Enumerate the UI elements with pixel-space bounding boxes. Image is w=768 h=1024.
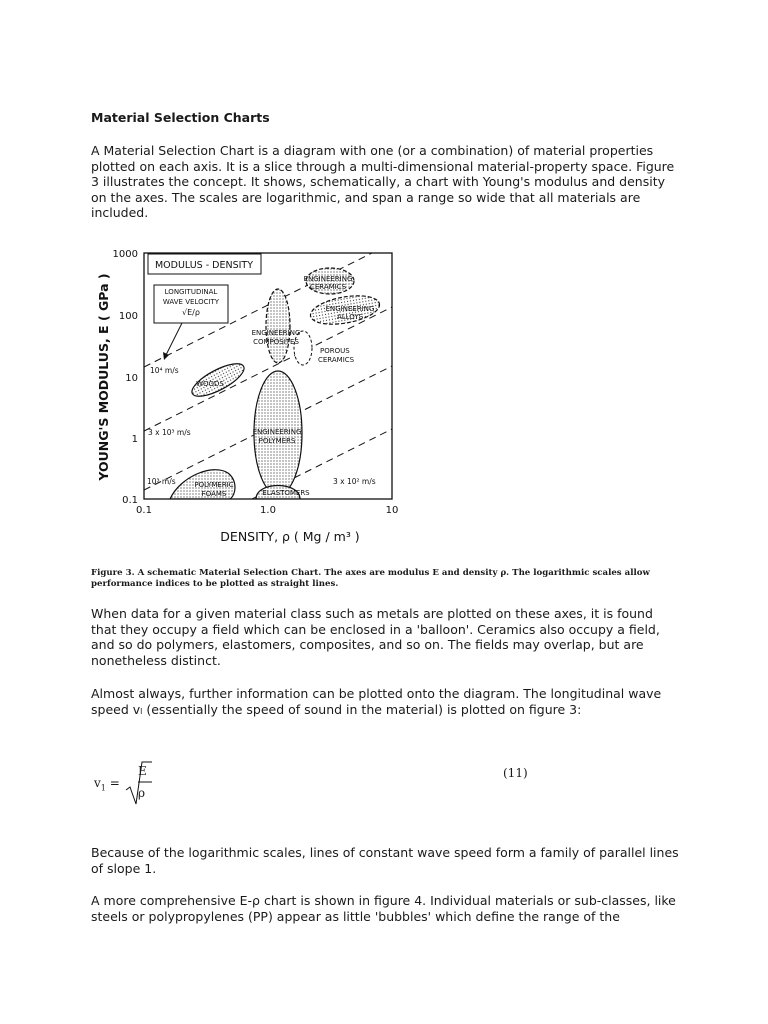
figure-caption: Figure 3. A schematic Material Selection Chart. The axes are modulus E and density ρ. The logarithmic scales allow performance indices to be plotted as straight lines. <box>91 568 650 589</box>
wave-speed-subscript: l <box>140 706 143 716</box>
equation-lhs-symbol: v <box>94 776 101 790</box>
y-tick-label: 1 <box>131 434 138 445</box>
guide-box-line-1: LONGITUDINAL <box>164 288 218 296</box>
label-elastomers: ELASTOMERS <box>262 489 310 497</box>
y-tick-label: 10 <box>125 373 138 384</box>
equation-numerator: E <box>138 764 147 778</box>
y-axis-label: YOUNG'S MODULUS, E ( GPa ) <box>96 273 111 481</box>
y-tick-label: 100 <box>118 311 138 322</box>
label-engineering-polymers-2: POLYMERS <box>258 437 296 445</box>
label-engineering-ceramics-1: ENGINEERING <box>303 275 353 283</box>
engineering-composites-balloon <box>266 289 290 363</box>
section-heading: Material Selection Charts <box>91 110 270 125</box>
wave-speed-label-300: 3 x 10² m/s <box>333 477 376 486</box>
label-engineering-alloys-1: ENGINEERING <box>325 305 375 313</box>
parallel-lines-paragraph: Because of the logarithmic scales, lines of constant wave speed form a family of parallel lines of slope 1. <box>91 845 679 876</box>
label-porous-ceramics-1: POROUS <box>320 347 350 355</box>
label-engineering-alloys-2: ALLOYS <box>336 313 364 321</box>
equation-lhs <box>94 776 120 792</box>
label-engineering-composites-1: ENGINEERING <box>251 329 301 337</box>
guide-arrow <box>166 323 182 355</box>
label-polymeric-foams-1: POLYMERIC <box>194 481 234 489</box>
material-selection-chart <box>90 235 420 555</box>
chart-title: MODULUS - DENSITY <box>154 260 254 271</box>
label-porous-ceramics-2: CERAMICS <box>318 356 355 364</box>
guide-box-line-3: √E/ρ <box>182 308 200 317</box>
y-tick-label: 0.1 <box>122 495 138 506</box>
y-tick-label: 1000 <box>112 249 138 260</box>
label-engineering-ceramics-2: CERAMICS <box>309 283 347 291</box>
equation-denominator: ρ <box>138 786 146 800</box>
wave-speed-text-2: (essentially the speed of sound in the material) is plotted on figure 3: <box>142 701 582 717</box>
wave-speed-label-10000: 10⁴ m/s <box>150 366 179 375</box>
x-axis-label: DENSITY, ρ ( Mg / m³ ) <box>220 529 360 544</box>
x-tick-label: 0.1 <box>136 505 152 516</box>
wave-speed-paragraph <box>91 686 681 719</box>
wave-speed-label-3000: 3 x 10³ m/s <box>148 428 191 437</box>
label-engineering-polymers-1: ENGINEERING <box>252 428 302 436</box>
equation-equals: = <box>109 776 120 790</box>
wave-speed-text-1: Almost always, further information can be plotted onto the diagram. The longitudinal wave speed v <box>91 686 662 717</box>
x-tick-label: 1.0 <box>260 505 276 516</box>
equation-lhs-subscript: 1 <box>100 783 106 793</box>
equation-number: (11) <box>503 766 528 780</box>
guide-box-line-2: WAVE VELOCITY <box>162 298 220 306</box>
label-polymeric-foams-2: FOAMS <box>201 490 227 498</box>
balloon-paragraph: When data for a given material class such as metals are plotted on these axes, it is found that they occupy a field which can be enclosed in a 'balloon'. Ceramics also occupy a field, and so do polymers, elastomers, composites, and so on. The fields may overlap, but are nonetheless distinct. <box>91 606 660 668</box>
intro-paragraph: A Material Selection Chart is a diagram with one (or a combination) of material properties plotted on each axis. It is a slice through a multi-dimensional material-property space. Figure 3 illustrates the concept. It shows, schematically, a chart with Young's modulus and density on the axes. The scales are logarithmic, and span a range so wide that all materials are included. <box>91 143 675 220</box>
label-engineering-composites-2: COMPOSITES <box>253 338 299 346</box>
comprehensive-chart-paragraph: A more comprehensive E-ρ chart is shown in figure 4. Individual materials or sub-classes, like steels or polypropylenes (PP) appear as little 'bubbles' which define the range of the <box>91 893 676 924</box>
wave-speed-equation <box>94 760 214 808</box>
wave-speed-label-1000: 10³ m/s <box>147 477 176 486</box>
x-tick-label: 10 <box>385 505 399 516</box>
label-woods: WOODS <box>196 380 224 388</box>
guide-arrowhead <box>163 352 169 360</box>
